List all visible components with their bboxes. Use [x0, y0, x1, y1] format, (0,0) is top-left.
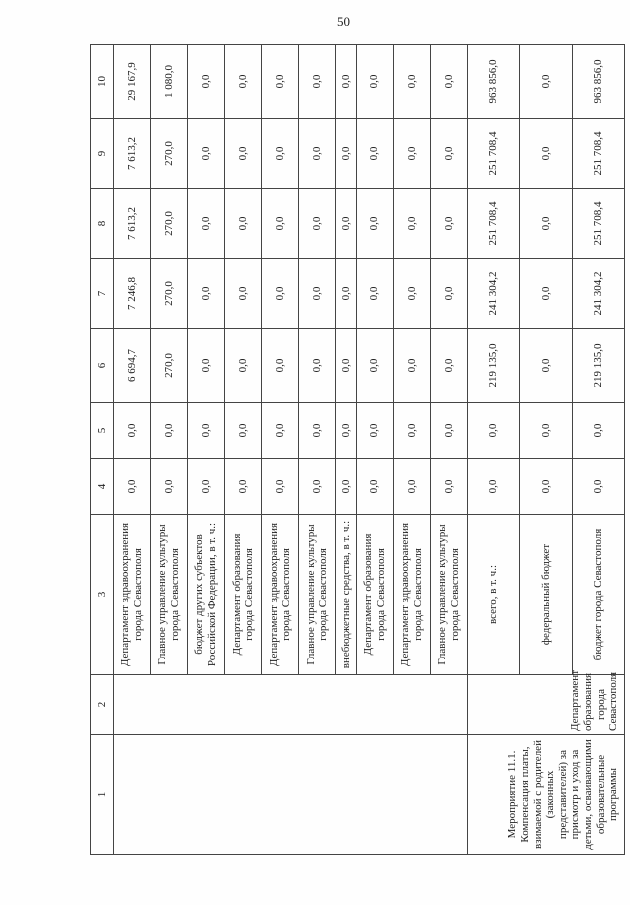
value-cell: 0,0 — [225, 459, 262, 515]
value-cell: 0,0 — [262, 259, 299, 329]
value-cell: 0,0 — [299, 329, 336, 403]
source-cell: внебюджетные средства, в т. ч.: — [336, 515, 356, 675]
value-cell: 0,0 — [430, 45, 467, 119]
value-cell: 0,0 — [520, 459, 572, 515]
header-cell: 1 — [91, 735, 114, 855]
value-cell: 0,0 — [520, 259, 572, 329]
value-cell: 0,0 — [356, 45, 393, 119]
source-cell: Главное управление культуры города Севастополя — [151, 515, 188, 675]
header-cell: 2 — [91, 675, 114, 735]
value-cell: 270,0 — [151, 119, 188, 189]
value-cell: 0,0 — [520, 329, 572, 403]
header-cell: 6 — [91, 329, 114, 403]
empty-cell — [114, 675, 468, 735]
value-cell: 0,0 — [188, 119, 225, 189]
value-cell: 0,0 — [356, 119, 393, 189]
value-cell: 0,0 — [114, 403, 151, 459]
source-cell: Департамент образования города Севастополя — [356, 515, 393, 675]
value-cell: 7 613,2 — [114, 189, 151, 259]
value-cell: 270,0 — [151, 189, 188, 259]
value-cell: 251 708,4 — [572, 189, 624, 259]
value-cell: 0,0 — [430, 189, 467, 259]
value-cell: 251 708,4 — [467, 119, 519, 189]
value-cell: 0,0 — [299, 459, 336, 515]
value-cell: 0,0 — [225, 259, 262, 329]
value-cell: 0,0 — [225, 329, 262, 403]
rotated-table-container — [90, 45, 625, 855]
value-cell: 0,0 — [336, 119, 356, 189]
value-cell: 0,0 — [356, 403, 393, 459]
value-cell: 270,0 — [151, 329, 188, 403]
source-cell: федеральный бюджет — [520, 515, 572, 675]
value-cell: 0,0 — [225, 119, 262, 189]
value-cell: 0,0 — [336, 259, 356, 329]
value-cell: 270,0 — [151, 259, 188, 329]
source-cell: Департамент здравоохранения города Севастополя — [393, 515, 430, 675]
value-cell: 0,0 — [356, 459, 393, 515]
value-cell: 0,0 — [151, 459, 188, 515]
header-cell: 3 — [91, 515, 114, 675]
source-cell: бюджет города Севастополя — [572, 515, 624, 675]
value-cell: 0,0 — [520, 119, 572, 189]
header-cell: 5 — [91, 403, 114, 459]
value-cell: 0,0 — [467, 459, 519, 515]
value-cell: 7 246,8 — [114, 259, 151, 329]
value-cell: 963 856,0 — [572, 45, 624, 119]
value-cell: 0,0 — [393, 403, 430, 459]
value-cell: 0,0 — [430, 259, 467, 329]
value-cell: 0,0 — [467, 403, 519, 459]
source-cell: Департамент здравоохранения города Севастополя — [114, 515, 151, 675]
value-cell: 0,0 — [336, 459, 356, 515]
value-cell: 0,0 — [114, 459, 151, 515]
value-cell: 219 135,0 — [572, 329, 624, 403]
value-cell: 0,0 — [188, 329, 225, 403]
value-cell: 0,0 — [299, 119, 336, 189]
value-cell: 0,0 — [299, 259, 336, 329]
value-cell: 0,0 — [262, 329, 299, 403]
value-cell: 1 080,0 — [151, 45, 188, 119]
value-cell: 0,0 — [572, 403, 624, 459]
value-cell: 0,0 — [262, 403, 299, 459]
value-cell: 0,0 — [430, 329, 467, 403]
source-cell: Главное управление культуры города Севастополя — [299, 515, 336, 675]
source-cell: Департамент образования города Севастополя — [225, 515, 262, 675]
activity-name: Мероприятие 11.1. Компенсация платы, взимаемой с родителей (законных представителей) за присмотр и уход за детьми, осваивающими образовательные программы — [467, 735, 624, 855]
header-row — [91, 45, 114, 855]
value-cell: 0,0 — [188, 45, 225, 119]
table-body — [91, 45, 625, 855]
table-row — [114, 45, 151, 855]
value-cell: 29 167,9 — [114, 45, 151, 119]
source-cell: бюджет других субъектов Российской Федерации, в т. ч.: — [188, 515, 225, 675]
value-cell: 0,0 — [299, 403, 336, 459]
header-cell: 7 — [91, 259, 114, 329]
value-cell: 0,0 — [393, 45, 430, 119]
value-cell: 0,0 — [336, 329, 356, 403]
value-cell: 7 613,2 — [114, 119, 151, 189]
value-cell: 0,0 — [299, 189, 336, 259]
value-cell: 241 304,2 — [572, 259, 624, 329]
header-cell: 8 — [91, 189, 114, 259]
value-cell: 0,0 — [262, 459, 299, 515]
source-cell: Главное управление культуры города Севастополя — [430, 515, 467, 675]
value-cell: 0,0 — [188, 259, 225, 329]
empty-cell — [114, 735, 468, 855]
value-cell: 219 135,0 — [467, 329, 519, 403]
source-cell: Департамент здравоохранения города Севастополя — [262, 515, 299, 675]
value-cell: 0,0 — [356, 329, 393, 403]
value-cell: 0,0 — [430, 403, 467, 459]
header-cell: 10 — [91, 45, 114, 119]
page-number: 50 — [337, 14, 350, 29]
value-cell: 0,0 — [262, 189, 299, 259]
value-cell: 6 694,7 — [114, 329, 151, 403]
table-row — [467, 45, 519, 855]
source-cell: всего, в т. ч.: — [467, 515, 519, 675]
value-cell: 0,0 — [356, 189, 393, 259]
value-cell: 0,0 — [520, 189, 572, 259]
header-cell: 9 — [91, 119, 114, 189]
value-cell: 0,0 — [225, 45, 262, 119]
value-cell: 0,0 — [393, 189, 430, 259]
value-cell: 0,0 — [188, 403, 225, 459]
value-cell: 0,0 — [225, 189, 262, 259]
value-cell: 0,0 — [393, 259, 430, 329]
value-cell: 241 304,2 — [467, 259, 519, 329]
value-cell: 0,0 — [572, 459, 624, 515]
value-cell: 963 856,0 — [467, 45, 519, 119]
value-cell: 0,0 — [336, 189, 356, 259]
value-cell: 0,0 — [520, 45, 572, 119]
header-cell: 4 — [91, 459, 114, 515]
value-cell: 0,0 — [262, 119, 299, 189]
value-cell: 0,0 — [225, 403, 262, 459]
value-cell: 251 708,4 — [572, 119, 624, 189]
value-cell: 0,0 — [430, 119, 467, 189]
value-cell: 0,0 — [336, 45, 356, 119]
value-cell: 0,0 — [299, 45, 336, 119]
value-cell: 0,0 — [262, 45, 299, 119]
value-cell: 0,0 — [151, 403, 188, 459]
value-cell: 0,0 — [356, 259, 393, 329]
value-cell: 0,0 — [520, 403, 572, 459]
value-cell: 0,0 — [393, 459, 430, 515]
value-cell: 0,0 — [188, 189, 225, 259]
value-cell: 0,0 — [430, 459, 467, 515]
value-cell: 0,0 — [393, 329, 430, 403]
executor-cell: Департамент образования города Севастополя — [467, 675, 624, 735]
value-cell: 251 708,4 — [467, 189, 519, 259]
funding-table — [90, 44, 625, 855]
value-cell: 0,0 — [336, 403, 356, 459]
value-cell: 0,0 — [188, 459, 225, 515]
value-cell: 0,0 — [393, 119, 430, 189]
